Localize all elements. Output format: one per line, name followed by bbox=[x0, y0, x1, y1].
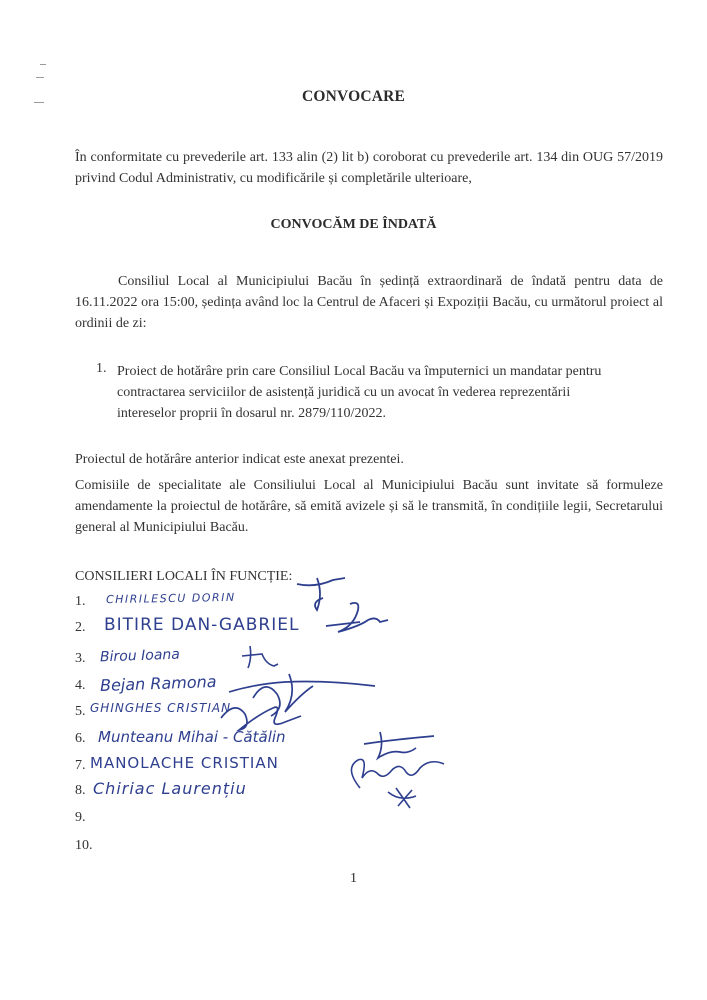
councillor-number: 3. bbox=[75, 651, 86, 666]
councillor-name: Birou Ioana bbox=[99, 646, 181, 666]
councillor-number: 10. bbox=[75, 838, 93, 853]
margin-mark bbox=[36, 77, 44, 78]
page-number: 1 bbox=[350, 871, 357, 886]
councillors-heading: CONSILIERI LOCALI ÎN FUNCȚIE: bbox=[75, 569, 293, 584]
agenda-item-text: Proiect de hotărâre prin care Consiliul Local Bacău va împuternici un mandatar pentru contractarea serviciilor de asistență juridică cu un avocat în vederea reprezentării intereselor proprii în dosarul nr. 2879/110/2022. bbox=[117, 364, 602, 421]
annex-note: Proiectul de hotărâre anterior indicat este anexat prezentei. bbox=[75, 452, 404, 467]
councillor-name: Munteanu Mihai - Cătălin bbox=[98, 728, 286, 746]
committees-paragraph: Comisiile de specialitate ale Consiliului Local al Municipiului Bacău sunt invitate să formuleze amendamente la proiectul de hotărâre, să emită avizele și să le transmită, în condițiile legii, Secretarului general al Municipiului Bacău. bbox=[75, 478, 663, 535]
councillor-name: Bejan Ramona bbox=[99, 671, 217, 696]
councillor-number: 2. bbox=[75, 620, 86, 635]
councillor-name: Chiriac Laurențiu bbox=[93, 779, 247, 798]
signature-7 bbox=[340, 748, 450, 818]
councillor-name: BITIRE DAN-GABRIEL bbox=[104, 615, 300, 635]
councillor-number: 6. bbox=[75, 731, 86, 746]
document-title: CONVOCARE bbox=[301, 88, 406, 105]
councillor-name: GHINGHES CRISTIAN bbox=[90, 701, 232, 715]
councillor-number: 4. bbox=[75, 678, 86, 693]
councillor-number: 9. bbox=[75, 810, 86, 825]
councillor-number: 5. bbox=[75, 704, 86, 719]
councillor-name: MANOLACHE CRISTIAN bbox=[90, 754, 279, 772]
section-subtitle: CONVOCĂM DE ÎNDATĂ bbox=[270, 217, 437, 232]
agenda-list bbox=[96, 361, 626, 424]
councillor-number: 7. bbox=[75, 758, 86, 773]
signature-2 bbox=[320, 596, 390, 638]
councillor-number: 8. bbox=[75, 783, 86, 798]
convocation-paragraph: Consiliul Local al Municipiului Bacău în ședință extraordinară de îndată pentru data de 16.11.2022 ora 15:00, ședința având loc la Centrul de Afaceri și Expoziții Bacău, cu următorul proiect al ordinii de zi: bbox=[75, 274, 663, 331]
councillor-name: CHIRILESCU DORIN bbox=[105, 590, 236, 607]
intro-paragraph: În conformitate cu prevederile art. 133 alin (2) lit b) coroborat cu prevederile art. 134 din OUG 57/2019 privind Codul Administrativ, cu modificările și completările ulterioare, bbox=[75, 150, 663, 186]
councillor-number: 1. bbox=[75, 594, 86, 609]
agenda-item-number: 1. bbox=[96, 361, 107, 376]
agenda-item bbox=[96, 361, 626, 424]
margin-mark bbox=[40, 64, 46, 65]
signature-5 bbox=[215, 694, 305, 734]
